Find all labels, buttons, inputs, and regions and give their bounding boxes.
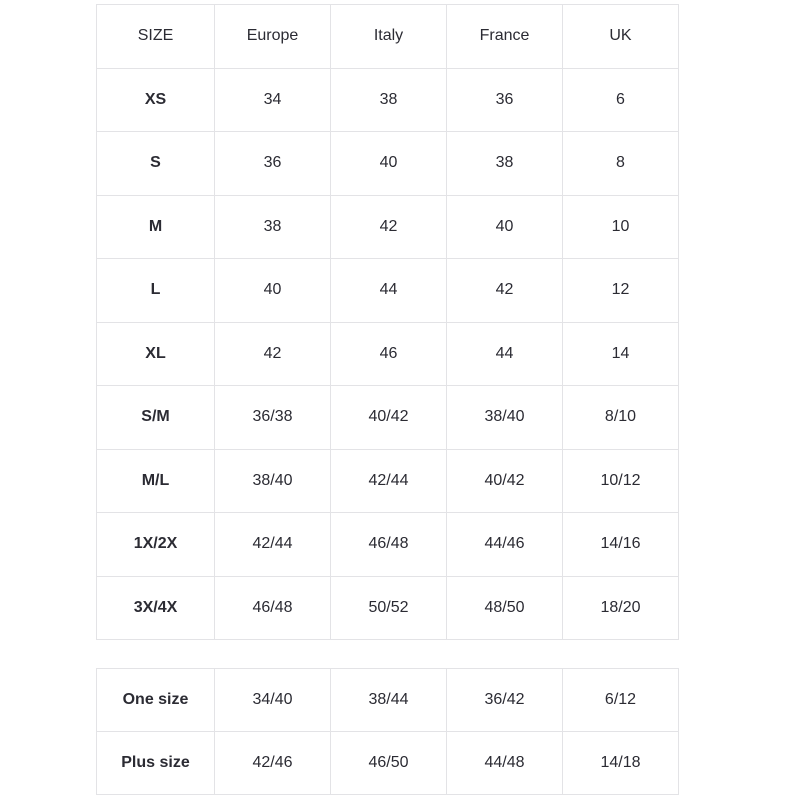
row-label: 1X/2X (97, 513, 215, 577)
cell-europe: 38 (215, 195, 331, 259)
cell-uk: 14/16 (563, 513, 679, 577)
cell-europe: 42/46 (215, 732, 331, 795)
cell-france: 44/48 (447, 732, 563, 795)
cell-italy: 46 (331, 322, 447, 386)
row-label: L (97, 259, 215, 323)
cell-uk: 10 (563, 195, 679, 259)
table-header (97, 5, 679, 69)
column-header-uk: UK (563, 5, 679, 69)
cell-europe: 36 (215, 132, 331, 196)
cell-europe: 38/40 (215, 449, 331, 513)
cell-france: 38/40 (447, 386, 563, 450)
table-row (97, 132, 679, 196)
row-label: M (97, 195, 215, 259)
row-label: Plus size (97, 732, 215, 795)
row-label: 3X/4X (97, 576, 215, 640)
column-header-italy: Italy (331, 5, 447, 69)
table-row (97, 669, 679, 732)
cell-europe: 46/48 (215, 576, 331, 640)
row-label: XS (97, 68, 215, 132)
cell-uk: 8/10 (563, 386, 679, 450)
cell-europe: 36/38 (215, 386, 331, 450)
size-conversion-table (96, 4, 679, 640)
cell-uk: 12 (563, 259, 679, 323)
table-row (97, 322, 679, 386)
cell-france: 36/42 (447, 669, 563, 732)
table-body (97, 68, 679, 640)
column-header-europe: Europe (215, 5, 331, 69)
one-size-table-body (97, 669, 679, 795)
cell-italy: 38/44 (331, 669, 447, 732)
cell-europe: 42/44 (215, 513, 331, 577)
table-row (97, 576, 679, 640)
cell-france: 48/50 (447, 576, 563, 640)
table-row (97, 68, 679, 132)
cell-uk: 14 (563, 322, 679, 386)
cell-uk: 8 (563, 132, 679, 196)
cell-italy: 44 (331, 259, 447, 323)
cell-italy: 38 (331, 68, 447, 132)
cell-france: 42 (447, 259, 563, 323)
row-label: S/M (97, 386, 215, 450)
row-label: XL (97, 322, 215, 386)
table-row (97, 195, 679, 259)
row-label: One size (97, 669, 215, 732)
cell-uk: 6/12 (563, 669, 679, 732)
one-size-table (96, 668, 679, 795)
cell-uk: 10/12 (563, 449, 679, 513)
cell-italy: 46/50 (331, 732, 447, 795)
cell-europe: 34 (215, 68, 331, 132)
column-header-france: France (447, 5, 563, 69)
cell-europe: 42 (215, 322, 331, 386)
table-row (97, 386, 679, 450)
row-label: M/L (97, 449, 215, 513)
cell-uk: 6 (563, 68, 679, 132)
cell-europe: 40 (215, 259, 331, 323)
cell-italy: 42 (331, 195, 447, 259)
cell-france: 40/42 (447, 449, 563, 513)
cell-italy: 40 (331, 132, 447, 196)
table-header-row (97, 5, 679, 69)
cell-europe: 34/40 (215, 669, 331, 732)
cell-italy: 42/44 (331, 449, 447, 513)
cell-italy: 40/42 (331, 386, 447, 450)
table-row (97, 732, 679, 795)
cell-france: 38 (447, 132, 563, 196)
row-label: S (97, 132, 215, 196)
column-header-size: SIZE (97, 5, 215, 69)
table-row (97, 449, 679, 513)
cell-italy: 46/48 (331, 513, 447, 577)
cell-uk: 18/20 (563, 576, 679, 640)
table-row (97, 513, 679, 577)
cell-uk: 14/18 (563, 732, 679, 795)
cell-france: 44 (447, 322, 563, 386)
cell-france: 36 (447, 68, 563, 132)
cell-france: 40 (447, 195, 563, 259)
cell-france: 44/46 (447, 513, 563, 577)
table-row (97, 259, 679, 323)
cell-italy: 50/52 (331, 576, 447, 640)
